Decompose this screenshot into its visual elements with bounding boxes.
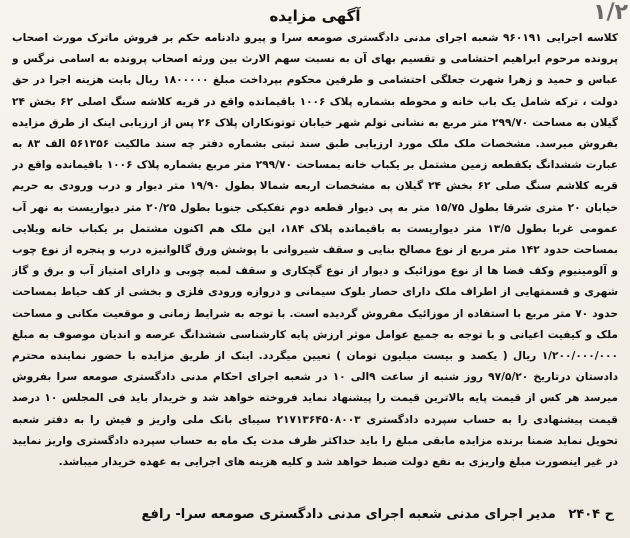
notice-footer [16,502,614,528]
footer-signature: مدیر اجرای مدنی شعبه اجرای مدنی دادگستری صومعه سرا- رافع [141,507,556,522]
corner-mark: ۱/۲ [593,0,628,25]
notice-body-text: کلاسه اجرایی ۹۶۰۱۹۱ شعبه اجرای مدنی دادگستری صومعه سرا و پیرو دادنامه حکم بر فروش ماترک مورث اصحاب پرونده مرحوم ابراهیم احتشامی و تقسیم بهای آن به نسبت سهم الارث بین ورثه اصحاب پرونده به اسامی نرگس و عباس و حمید و زهرا شهرت جعلگی احتشامی و طرفین محکوم بپرداخت مبلغ ۱۸۰۰۰۰۰ ریال بابت هزینه اجرا در حق دولت ، ترکه شامل یک باب خانه و محوطه بشماره پلاک ۱۰۰۶ باقیمانده واقع در قریه کلاشه سنگ اصلی ۶۲ بخش ۲۴ گیلان به مساحت ۲۹۹/۷۰ متر مربع به نشانی تولم شهر خیابان توتونکاران پلاک ۲۶ پس از ارزیابی اینک از طرق مزایده بفروش میرسد. مشخصات ملک ملک مورد ارزیابی طبق سند ثبتی بشماره دفتر چه سند مالکیت ۵۶۱۳۵۶ الف ۸۳ به عبارت ششدانگ یکقطعه زمین مشتمل بر یکباب خانه بمساحت ۲۹۹/۷۰ متر مربع بشماره پلاک ۱۰۰۶ باقیمانده واقع در قریه کلاشم سنگ صلی ۶۲ بخش ۲۴ گیلان به مشخصات اربعه شمالا بطول ۱۹/۹۰ متر دیوار و درب ورودی به حریم خیابان ۲۰ متری شرقا بطول ۱۵/۷۵ متر به پی دیوار قطعه دوم تفکیکی جنوبا بطول ۲۰/۲۵ متر دیواریست به نهر آب عمومی غربا بطول ۱۳/۵ متر دیواریست به باقیمانده پلاک ۱۸۴، این ملک هم اکنون مشتمل بر یکباب خانه ویلایی بمساحت حدود ۱۴۲ متر مربع از نوع مصالح بنایی و سقف شیروانی با پوشش ورق گالوانیزه درب و پنجره از نوع چوب و آلومینیوم وکف فضا ها از نوع موزائیک و دیوار از نوع گچکاری و سقف لمبه چوبی و دارای امتیاز آب و برق و گاز شهری و قسمتهایی از اطراف ملک دارای حصار بلوک سیمانی و دروازه ورودی فلزی و بخشی از کف حیاط بمساحت حدود ۷۰ متر مربع با استفاده از موزائیک مفروش گردیده است. با توجه به شرایط زمانی و موقعیت مکانی و مساحت ملک و کیفیت اعیانی و با توجه به جمیع عوامل موثر ارزش پایه کارشناسی ششدانگ عرصه و اندیان موصوف به مبلغ ۱/۲۰۰/۰۰۰/۰۰۰ ریال ( یکصد و بیست میلیون تومان ) تعیین میگردد. اینک از طریق مزایده با حضور نماینده محترم دادستان درتاریخ ۹۷/۵/۲۰ روز شنبه از ساعت ۹الی ۱۰ در شعبه اجرای احکام مدنی دادگستری صومعه سرا بفروش میرسد هر کس از قیمت پایه بالاترین قیمت را پیشنهاد نماید فروخته خواهد شد و خریدار باید فی المجلس ۱۰ درصد قیمت پیشنهادی را به حساب سپرده دادگستری ۲۱۷۱۳۶۴۵۰۸۰۰۳ سیبای بانک ملی واریز و فیش را به دفتر شعبه تحویل نماید ضمنا برنده مزایده مابقی مبلغ را باید حداکثر ظرف مدت یک ماه به حساب سپرده دادگستری واریز نمایید در غیر اینصورت مبلغ واریزی به نفع دولت ضبط خواهد شد و کلیه هزینه های اجرایی به عهده خریدار میباشد. [12,32,618,469]
notice-title: آگهی مزایده [269,7,361,25]
notice-body [12,28,618,498]
footer-code: ح ۲۴۰۴ [568,507,614,522]
